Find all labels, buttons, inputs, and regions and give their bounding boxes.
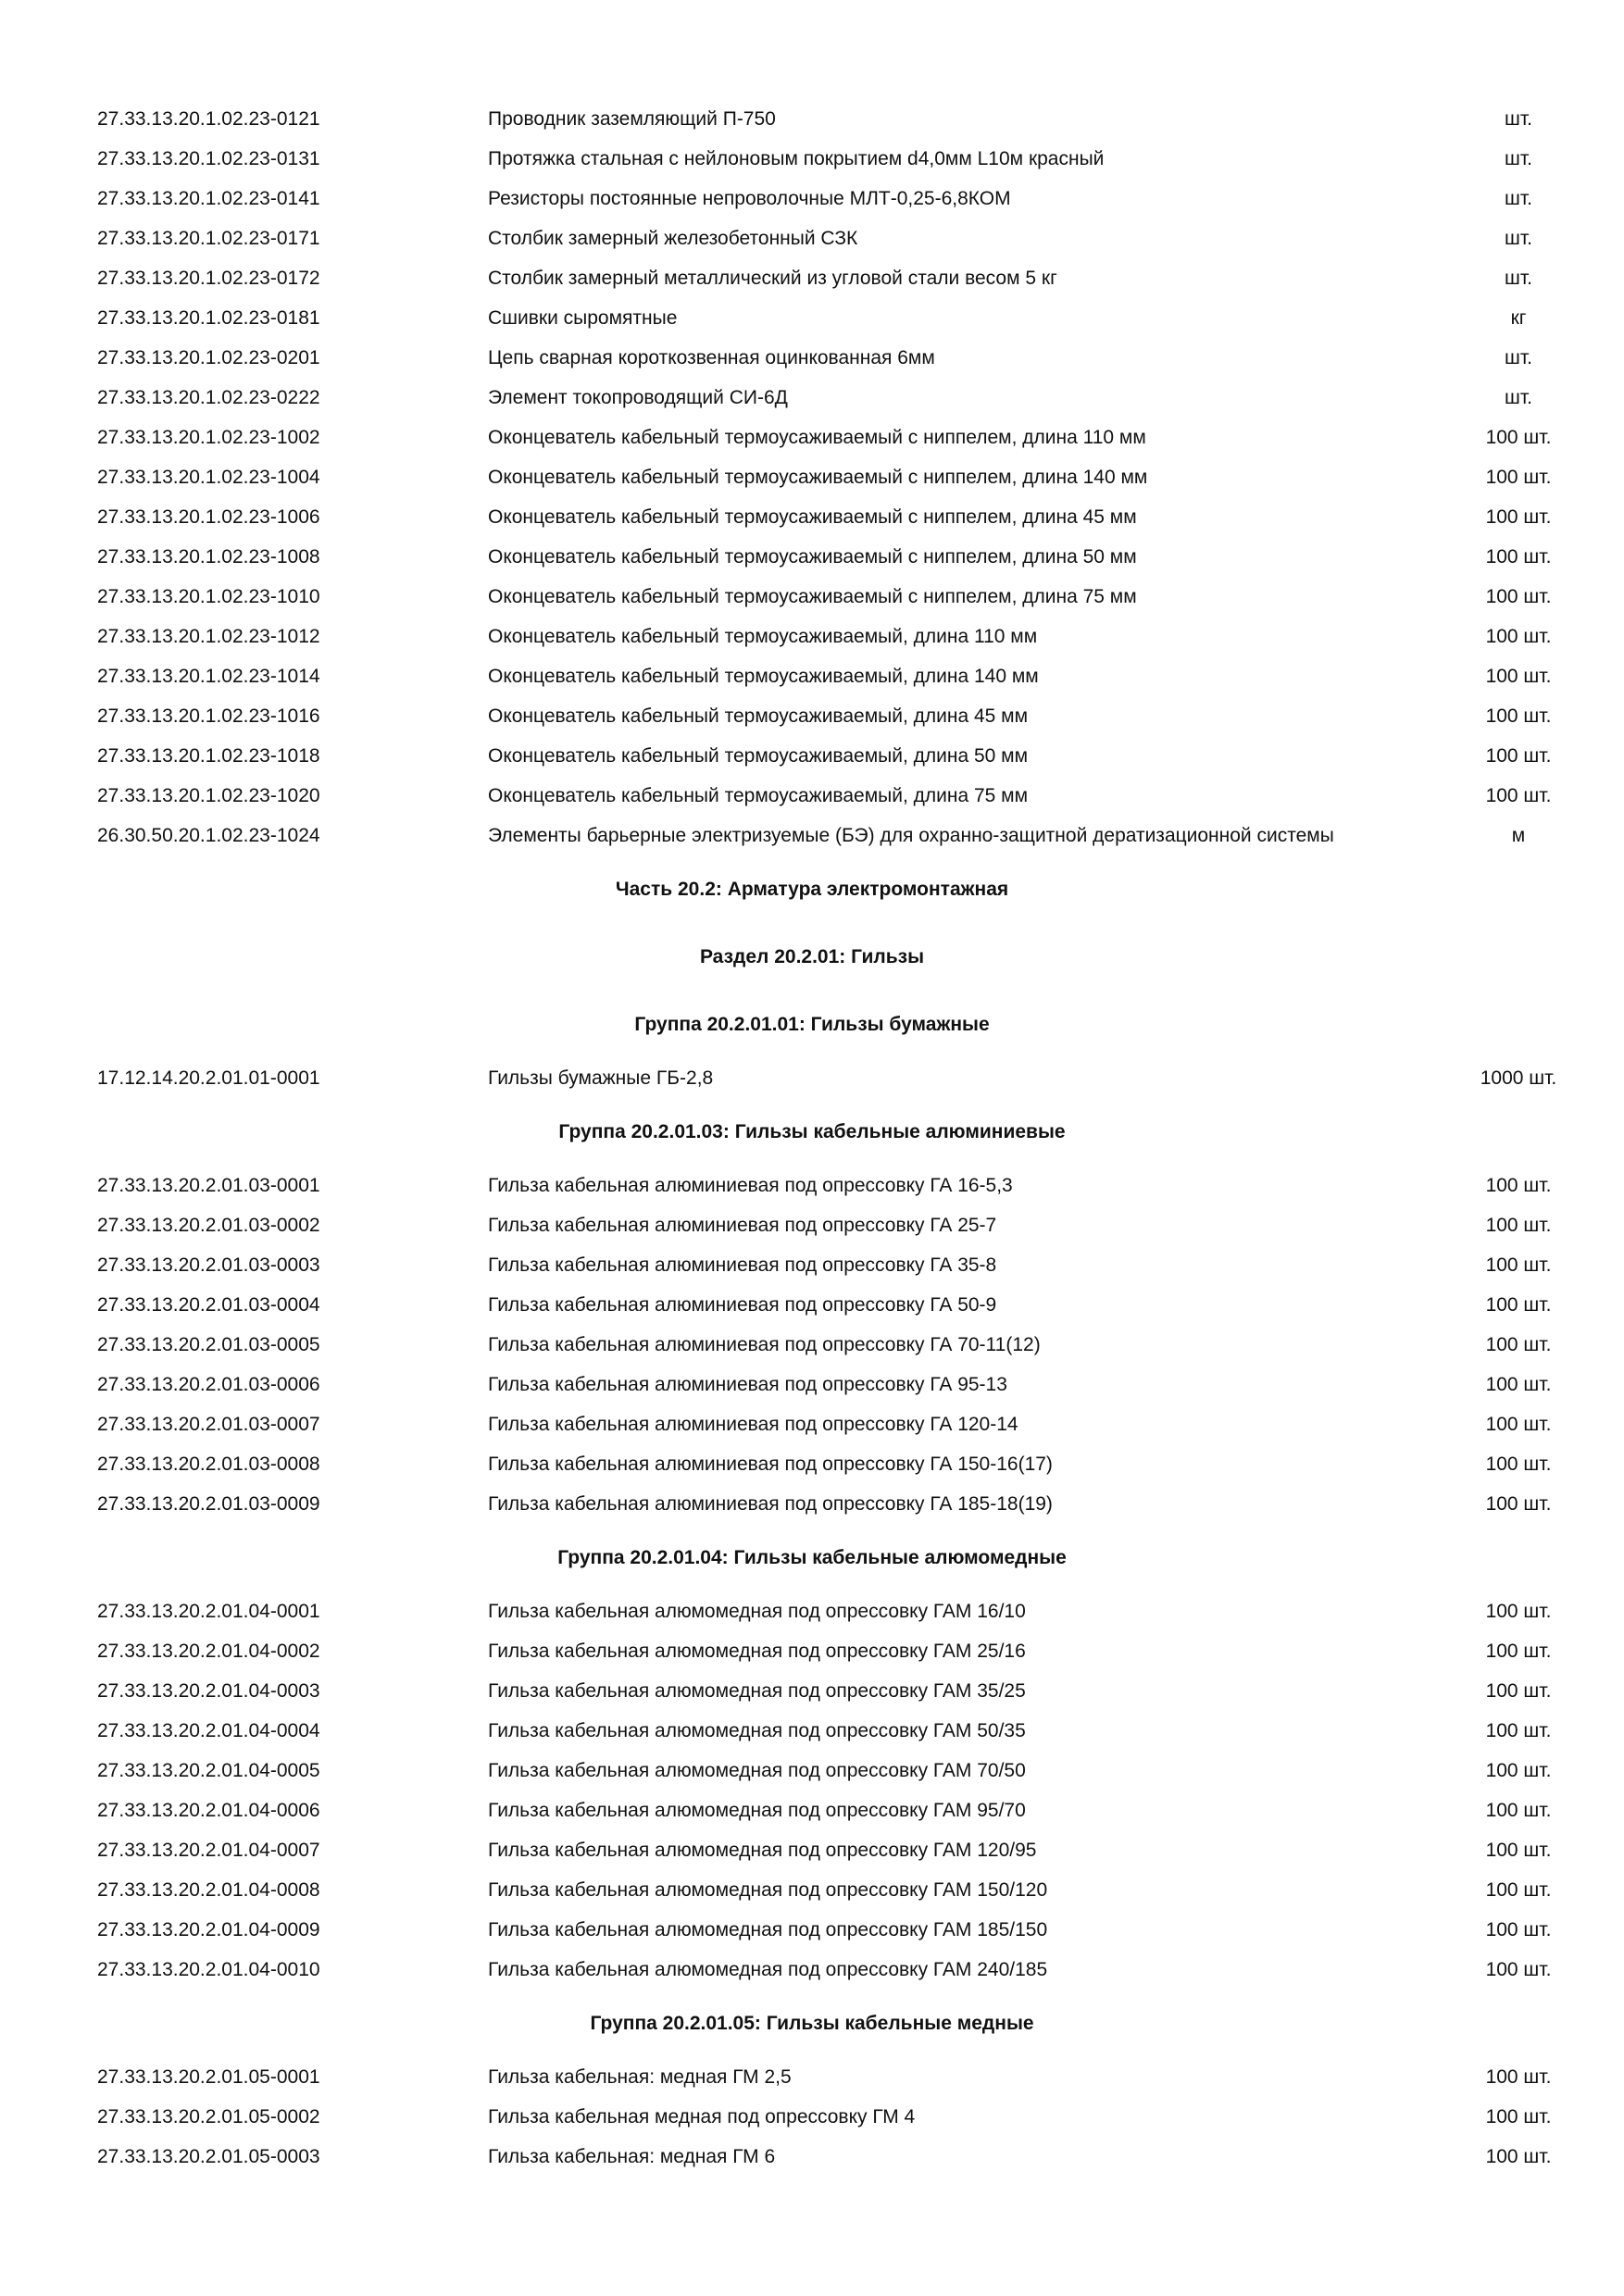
unit-of-measure: 100 шт. [1485, 1374, 1552, 1395]
unit-of-measure: шт. [1505, 347, 1532, 368]
resource-code: 27.33.13.20.1.02.23-0201 [97, 347, 320, 368]
resource-name: Оконцеватель кабельный термоусаживаемый с ниппелем, длина 50 мм [488, 546, 1137, 568]
table-row [0, 1671, 1624, 1711]
resource-name: Проводник заземляющий П-750 [488, 108, 776, 130]
table-row [0, 497, 1624, 537]
resource-code: 26.30.50.20.1.02.23-1024 [97, 825, 320, 846]
resource-name: Оконцеватель кабельный термоусаживаемый, длина 45 мм [488, 705, 1029, 727]
resource-code: 27.33.13.20.1.02.23-1002 [97, 427, 320, 448]
resource-name: Гильза кабельная алюминиевая под опрессовку ГА 120-14 [488, 1414, 1018, 1435]
resource-name: Гильза кабельная: медная ГМ 6 [488, 2146, 776, 2167]
resource-name: Гильза кабельная алюмомедная под опрессовку ГАМ 25/16 [488, 1641, 1026, 1662]
table-row [0, 1830, 1624, 1870]
resource-code: 27.33.13.20.1.02.23-1018 [97, 745, 320, 767]
table-row [0, 139, 1624, 179]
unit-of-measure: 100 шт. [1485, 1720, 1552, 1741]
resource-name: Гильза кабельная алюмомедная под опрессовку ГАМ 35/25 [488, 1680, 1026, 1702]
table-row [0, 218, 1624, 258]
resource-code: 27.33.13.20.2.01.04-0008 [97, 1879, 320, 1901]
resource-code: 27.33.13.20.1.02.23-1014 [97, 666, 320, 687]
resource-name: Протяжка стальная с нейлоновым покрытием d4,0мм L10м красный [488, 148, 1105, 169]
table-row [0, 1166, 1624, 1205]
resource-code: 27.33.13.20.1.02.23-0121 [97, 108, 320, 130]
resource-name: Оконцеватель кабельный термоусаживаемый, длина 110 мм [488, 626, 1038, 647]
resource-code: 27.33.13.20.2.01.03-0002 [97, 1215, 320, 1236]
resource-name: Резисторы постоянные непроволочные МЛТ-0,25-6,8КОМ [488, 188, 1011, 209]
resource-code: 27.33.13.20.1.02.23-0172 [97, 268, 320, 289]
unit-of-measure: 100 шт. [1485, 1294, 1552, 1316]
resource-name: Гильза кабельная алюмомедная под опрессовку ГАМ 185/150 [488, 1919, 1048, 1940]
resource-name: Элементы барьерные электризуемые (БЭ) для охранно-защитной дератизационной системы [488, 825, 1334, 846]
resource-code: 27.33.13.20.2.01.03-0006 [97, 1374, 320, 1395]
resource-name: Сшивки сыромятные [488, 307, 678, 329]
unit-of-measure: 100 шт. [1485, 1959, 1552, 1980]
table-row [0, 1751, 1624, 1791]
resource-code: 27.33.13.20.1.02.23-0222 [97, 387, 320, 408]
resource-name: Гильза кабельная алюмомедная под опрессовку ГАМ 120/95 [488, 1840, 1037, 1861]
unit-of-measure: 100 шт. [1485, 666, 1552, 687]
resource-name: Гильза кабельная алюминиевая под опрессовку ГА 35-8 [488, 1254, 997, 1276]
table-row [0, 656, 1624, 696]
resource-name: Гильза кабельная алюмомедная под опрессовку ГАМ 70/50 [488, 1760, 1026, 1781]
resource-name: Оконцеватель кабельный термоусаживаемый с ниппелем, длина 75 мм [488, 586, 1137, 607]
resource-code: 27.33.13.20.2.01.04-0009 [97, 1919, 320, 1940]
table-row [0, 298, 1624, 338]
table-row [0, 2137, 1624, 2177]
resource-code: 27.33.13.20.2.01.03-0004 [97, 1294, 320, 1316]
table-row [0, 1791, 1624, 1830]
resource-code: 27.33.13.20.1.02.23-1008 [97, 546, 320, 568]
resource-name: Гильза кабельная алюминиевая под опрессовку ГА 185-18(19) [488, 1493, 1053, 1515]
table-row [0, 1285, 1624, 1325]
resource-name: Цепь сварная короткозвенная оцинкованная 6мм [488, 347, 935, 368]
unit-of-measure: кг [1510, 307, 1527, 329]
resource-code: 27.33.13.20.2.01.03-0005 [97, 1334, 320, 1355]
table-row [0, 378, 1624, 418]
table-row [0, 577, 1624, 617]
unit-of-measure: 100 шт. [1485, 1879, 1552, 1901]
unit-of-measure: 100 шт. [1485, 2106, 1552, 2128]
table-row [0, 1325, 1624, 1365]
unit-of-measure: 100 шт. [1485, 1215, 1552, 1236]
unit-of-measure: 100 шт. [1485, 1641, 1552, 1662]
table-row [0, 1404, 1624, 1444]
unit-of-measure: 100 шт. [1485, 785, 1552, 806]
unit-of-measure: 100 шт. [1485, 1800, 1552, 1821]
resource-code: 27.33.13.20.1.02.23-0131 [97, 148, 320, 169]
resource-code: 27.33.13.20.2.01.03-0001 [97, 1175, 320, 1196]
resource-name: Гильза кабельная медная под опрессовку ГМ 4 [488, 2106, 916, 2128]
unit-of-measure: шт. [1505, 188, 1532, 209]
table-row [0, 99, 1624, 139]
unit-of-measure: 1000 шт. [1480, 1067, 1557, 1089]
section-heading: Часть 20.2: Арматура электромонтажная [615, 879, 1009, 900]
unit-of-measure: 100 шт. [1485, 1493, 1552, 1515]
resource-code: 27.33.13.20.1.02.23-0141 [97, 188, 320, 209]
unit-of-measure: 100 шт. [1485, 745, 1552, 767]
resource-code: 17.12.14.20.2.01.01-0001 [97, 1067, 320, 1089]
unit-of-measure: шт. [1505, 148, 1532, 169]
unit-of-measure: 100 шт. [1485, 1414, 1552, 1435]
resource-name: Гильза кабельная алюмомедная под опрессовку ГАМ 16/10 [488, 1601, 1026, 1622]
resource-code: 27.33.13.20.2.01.04-0002 [97, 1641, 320, 1662]
unit-of-measure: 100 шт. [1485, 1454, 1552, 1475]
unit-of-measure: 100 шт. [1485, 1175, 1552, 1196]
resource-name: Гильза кабельная алюминиевая под опрессовку ГА 50-9 [488, 1294, 997, 1316]
resource-name: Оконцеватель кабельный термоусаживаемый с ниппелем, длина 140 мм [488, 467, 1148, 488]
unit-of-measure: 100 шт. [1485, 1334, 1552, 1355]
section-heading: Группа 20.2.01.03: Гильзы кабельные алюминиевые [558, 1121, 1066, 1142]
resource-code: 27.33.13.20.2.01.04-0010 [97, 1959, 320, 1980]
unit-of-measure: 100 шт. [1485, 1919, 1552, 1940]
table-row [0, 696, 1624, 736]
unit-of-measure: 100 шт. [1485, 626, 1552, 647]
section-heading: Группа 20.2.01.05: Гильзы кабельные медные [590, 2013, 1034, 2034]
unit-of-measure: 100 шт. [1485, 1601, 1552, 1622]
table-row [0, 1631, 1624, 1671]
resource-name: Гильза кабельная алюмомедная под опрессовку ГАМ 95/70 [488, 1800, 1026, 1821]
unit-of-measure: 100 шт. [1485, 2146, 1552, 2167]
resource-name: Гильзы бумажные ГБ-2,8 [488, 1067, 714, 1089]
table-row [0, 338, 1624, 378]
resource-name: Столбик замерный металлический из угловой стали весом 5 кг [488, 268, 1057, 289]
resource-name: Элемент токопроводящий СИ-6Д [488, 387, 788, 408]
unit-of-measure: 100 шт. [1485, 427, 1552, 448]
resource-code: 27.33.13.20.2.01.03-0003 [97, 1254, 320, 1276]
unit-of-measure: 100 шт. [1485, 506, 1552, 528]
table-row [0, 1711, 1624, 1751]
table-row [0, 1205, 1624, 1245]
resource-name: Оконцеватель кабельный термоусаживаемый, длина 50 мм [488, 745, 1029, 767]
table-row [0, 816, 1624, 855]
resource-code: 27.33.13.20.1.02.23-1006 [97, 506, 320, 528]
resource-name: Оконцеватель кабельный термоусаживаемый с ниппелем, длина 110 мм [488, 427, 1146, 448]
resource-name: Оконцеватель кабельный термоусаживаемый, длина 140 мм [488, 666, 1039, 687]
resource-name: Гильза кабельная алюминиевая под опрессовку ГА 150-16(17) [488, 1454, 1053, 1475]
table-row [0, 179, 1624, 218]
unit-of-measure: шт. [1505, 387, 1532, 408]
table-row [0, 1484, 1624, 1524]
table-row [0, 1591, 1624, 1631]
unit-of-measure: 100 шт. [1485, 467, 1552, 488]
resource-name: Гильза кабельная алюминиевая под опрессовку ГА 16-5,3 [488, 1175, 1013, 1196]
resource-code: 27.33.13.20.1.02.23-0181 [97, 307, 320, 329]
table-row [0, 2097, 1624, 2137]
unit-of-measure: м [1511, 825, 1526, 846]
resource-name: Гильза кабельная алюминиевая под опрессовку ГА 25-7 [488, 1215, 997, 1236]
unit-of-measure: 100 шт. [1485, 1760, 1552, 1781]
resource-name: Гильза кабельная алюминиевая под опрессовку ГА 70-11(12) [488, 1334, 1041, 1355]
resource-code: 27.33.13.20.1.02.23-1016 [97, 705, 320, 727]
resource-name: Гильза кабельная алюмомедная под опрессовку ГАМ 240/185 [488, 1959, 1048, 1980]
resource-name: Гильза кабельная алюмомедная под опрессовку ГАМ 150/120 [488, 1879, 1048, 1901]
resource-code: 27.33.13.20.1.02.23-1004 [97, 467, 320, 488]
table-row [0, 2057, 1624, 2097]
table-row [0, 1910, 1624, 1950]
resource-code: 27.33.13.20.2.01.04-0001 [97, 1601, 320, 1622]
unit-of-measure: шт. [1505, 228, 1532, 249]
unit-of-measure: 100 шт. [1485, 2066, 1552, 2088]
table-row [0, 1245, 1624, 1285]
table-row [0, 1444, 1624, 1484]
unit-of-measure: 100 шт. [1485, 1680, 1552, 1702]
table-row [0, 776, 1624, 816]
unit-of-measure: шт. [1505, 108, 1532, 130]
section-heading: Раздел 20.2.01: Гильзы [699, 946, 925, 967]
unit-of-measure: 100 шт. [1485, 705, 1552, 727]
resource-code: 27.33.13.20.2.01.05-0003 [97, 2146, 320, 2167]
resource-name: Столбик замерный железобетонный СЗК [488, 228, 858, 249]
table-row [0, 537, 1624, 577]
table-row [0, 617, 1624, 656]
resource-code: 27.33.13.20.2.01.04-0004 [97, 1720, 320, 1741]
resource-name: Гильза кабельная: медная ГМ 2,5 [488, 2066, 792, 2088]
table-row [0, 457, 1624, 497]
resource-code: 27.33.13.20.2.01.03-0009 [97, 1493, 320, 1515]
table-row [0, 1365, 1624, 1404]
resource-code: 27.33.13.20.2.01.04-0003 [97, 1680, 320, 1702]
resource-code: 27.33.13.20.1.02.23-1020 [97, 785, 320, 806]
resource-code: 27.33.13.20.2.01.03-0007 [97, 1414, 320, 1435]
table-row [0, 736, 1624, 776]
unit-of-measure: 100 шт. [1485, 586, 1552, 607]
resource-code: 27.33.13.20.2.01.03-0008 [97, 1454, 320, 1475]
resource-code: 27.33.13.20.1.02.23-0171 [97, 228, 320, 249]
resource-code: 27.33.13.20.2.01.04-0007 [97, 1840, 320, 1861]
table-row [0, 1870, 1624, 1910]
resource-code: 27.33.13.20.2.01.05-0002 [97, 2106, 320, 2128]
unit-of-measure: 100 шт. [1485, 546, 1552, 568]
resource-name: Оконцеватель кабельный термоусаживаемый с ниппелем, длина 45 мм [488, 506, 1137, 528]
resource-name: Оконцеватель кабельный термоусаживаемый, длина 75 мм [488, 785, 1029, 806]
resource-code: 27.33.13.20.2.01.04-0005 [97, 1760, 320, 1781]
resource-code: 27.33.13.20.2.01.05-0001 [97, 2066, 320, 2088]
table-row [0, 258, 1624, 298]
unit-of-measure: 100 шт. [1485, 1840, 1552, 1861]
unit-of-measure: шт. [1505, 268, 1532, 289]
resource-name: Гильза кабельная алюмомедная под опрессовку ГАМ 50/35 [488, 1720, 1026, 1741]
table-row [0, 418, 1624, 457]
resource-name: Гильза кабельная алюминиевая под опрессовку ГА 95-13 [488, 1374, 1007, 1395]
resource-code: 27.33.13.20.1.02.23-1010 [97, 586, 320, 607]
table-row [0, 1950, 1624, 1990]
resource-code: 27.33.13.20.1.02.23-1012 [97, 626, 320, 647]
unit-of-measure: 100 шт. [1485, 1254, 1552, 1276]
section-heading: Группа 20.2.01.01: Гильзы бумажные [634, 1014, 990, 1035]
table-row [0, 1058, 1624, 1098]
resource-code: 27.33.13.20.2.01.04-0006 [97, 1800, 320, 1821]
section-heading: Группа 20.2.01.04: Гильзы кабельные алюмомедные [557, 1547, 1067, 1568]
